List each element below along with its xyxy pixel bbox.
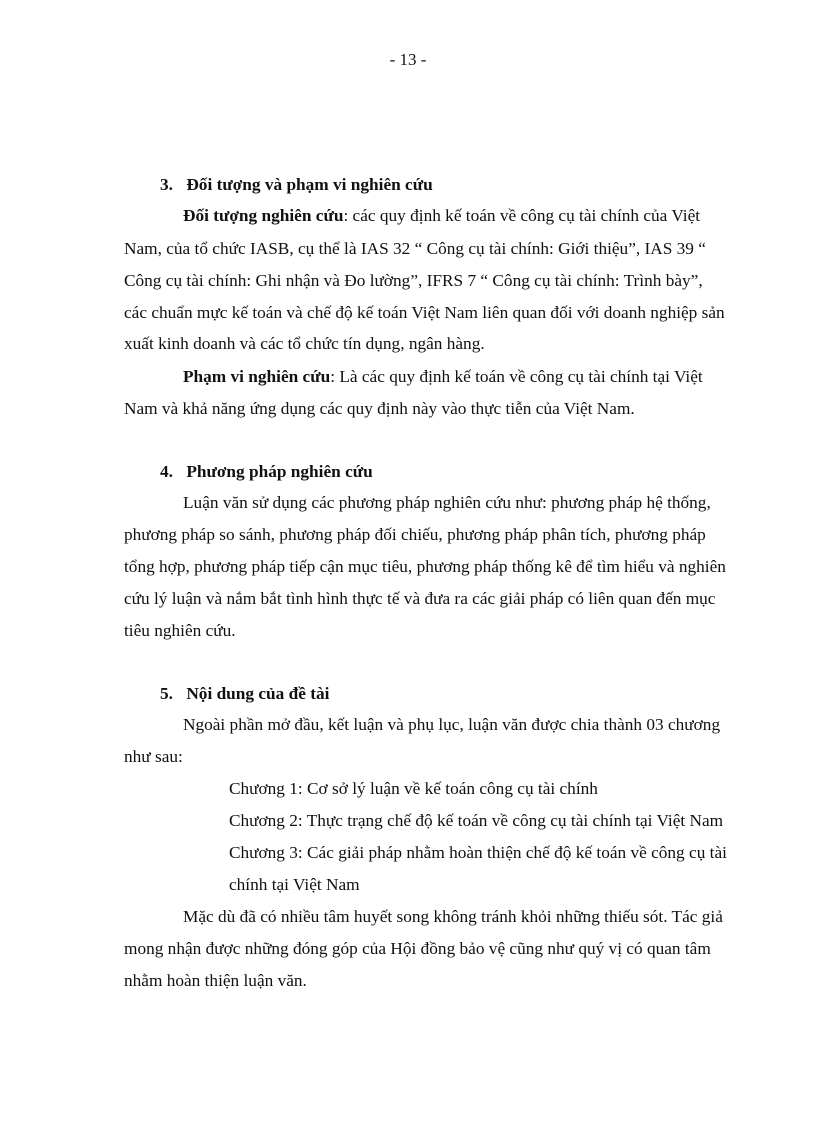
objects-line-5: xuất kinh doanh và các tổ chức tín dụng, ngân hàng. [124, 334, 485, 353]
chapter-2: Chương 2: Thực trạng chế độ kế toán về công cụ tài chính tại Việt Nam [229, 811, 724, 830]
objects-line-2: Nam, của tổ chức IASB, cụ thể là IAS 32 “ Công cụ tài chính: Giới thiệu”, IAS 39 “ [124, 239, 706, 258]
section-3-number: 3. [160, 175, 173, 194]
page-number: - 13 - [389, 50, 427, 69]
closing-line-1: Mặc dù đã có nhiều tâm huyết song không tránh khỏi những thiếu sót. Tác giả [183, 907, 723, 926]
section-3-heading [160, 176, 433, 193]
content-intro-line-1: Ngoài phần mở đầu, kết luận và phụ lục, luận văn được chia thành 03 chương [183, 715, 721, 734]
objects-line-1 [183, 207, 740, 224]
closing-line-3: nhằm hoàn thiện luận văn. [124, 971, 307, 990]
chapter-1: Chương 1: Cơ sở lý luận về kế toán công cụ tài chính [229, 779, 598, 798]
methods-line-4: cứu lý luận và nắm bắt tình hình thực tế và đưa ra các giải pháp có liên quan đến mục [124, 589, 716, 608]
objects-line-1-text: : các quy định kế toán về công cụ tài chính của Việt [343, 206, 701, 225]
objects-line-3: Công cụ tài chính: Ghi nhận và Đo lường”, IFRS 7 “ Công cụ tài chính: Trình bày”, [124, 271, 703, 290]
scope-line-1 [183, 368, 703, 385]
section-4-title: Phương pháp nghiên cứu [186, 462, 373, 481]
scope-line-1-text: : Là các quy định kế toán về công cụ tài chính tại Việt [330, 367, 703, 386]
section-5-number: 5. [160, 684, 173, 703]
section-3-title: Đối tượng và phạm vi nghiên cứu [186, 175, 433, 194]
methods-line-3: tổng hợp, phương pháp tiếp cận mục tiêu, phương pháp thống kê để tìm hiểu và nghiên [124, 557, 726, 576]
scope-label: Phạm vi nghiên cứu [183, 367, 331, 386]
section-5-heading [160, 685, 329, 702]
section-4-number: 4. [160, 462, 173, 481]
content-intro-line-2: như sau: [124, 747, 183, 766]
methods-line-1: Luận văn sử dụng các phương pháp nghiên cứu như: phương pháp hệ thống, [183, 493, 711, 512]
section-5-title: Nội dung của đề tài [186, 684, 330, 703]
scope-line-2: Nam và khả năng ứng dụng các quy định này vào thực tiễn của Việt Nam. [124, 399, 635, 418]
chapter-3-line-1: Chương 3: Các giải pháp nhằm hoàn thiện chế độ kế toán về công cụ tài [229, 843, 727, 862]
methods-line-2: phương pháp so sánh, phương pháp đối chiếu, phương pháp phân tích, phương pháp [124, 525, 706, 544]
closing-line-2: mong nhận được những đóng góp của Hội đồng bảo vệ cũng như quý vị có quan tâm [124, 939, 711, 958]
methods-line-5: tiêu nghiên cứu. [124, 621, 236, 640]
objects-line-4: các chuẩn mực kế toán và chế độ kế toán Việt Nam liên quan đối với doanh nghiệp sản [124, 303, 725, 322]
objects-label: Đối tượng nghiên cứu [183, 206, 344, 225]
section-4-heading [160, 463, 373, 480]
chapter-3-line-2: chính tại Việt Nam [229, 875, 360, 894]
